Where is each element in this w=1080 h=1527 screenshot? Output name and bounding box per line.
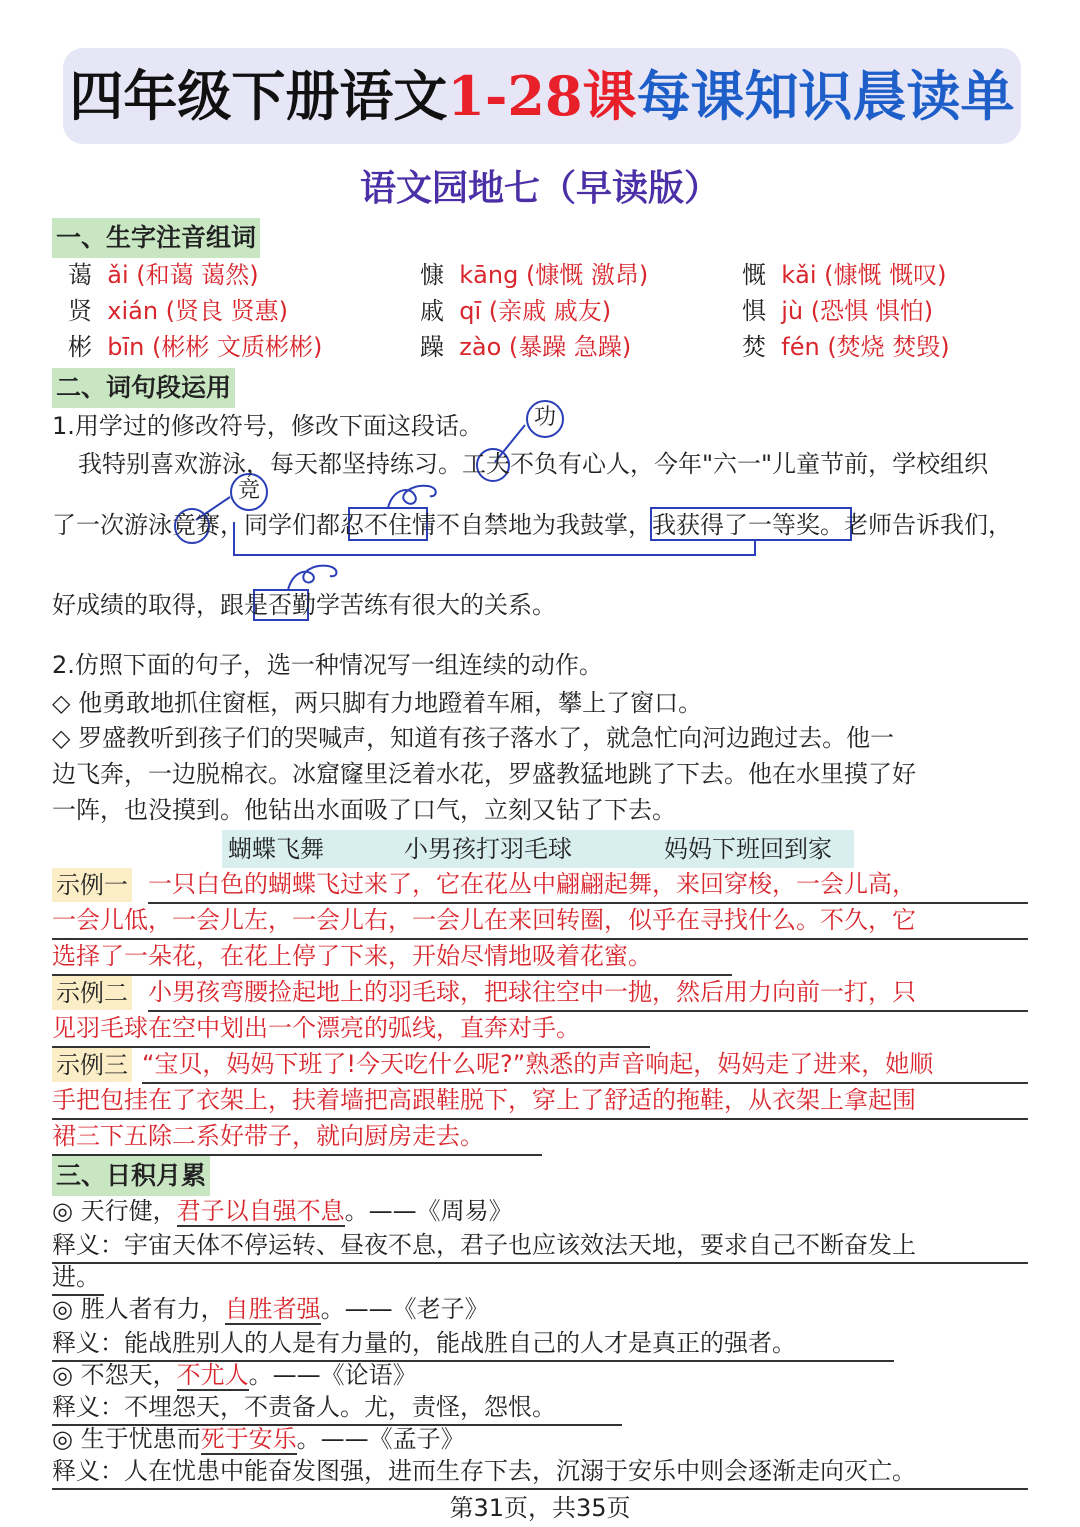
example-text: 见羽毛球在空中划出一个漂亮的弧线，直奔对手。 bbox=[52, 1010, 650, 1048]
saying-line: ◎ 天行健，君子以自强不息。——《周易》 bbox=[52, 1197, 513, 1225]
saying-meaning: 释义：不埋怨天，不责备人。尤，责怪，怨恨。 bbox=[52, 1390, 622, 1426]
vocab-item: 惧 jù (恐惧 惧怕) bbox=[742, 297, 934, 325]
paragraph-line: 了一次游泳竟赛，同学们都忍不住情不自禁地为我鼓掌，我获得了一等奖。老师告诉我们， bbox=[52, 511, 1012, 539]
example-label: 示例二 bbox=[52, 976, 132, 1010]
section-heading-3: 三、日积月累 bbox=[52, 1156, 210, 1196]
example-sentence: ◇ 他勇敢地抓住窗框，两只脚有力地蹬着车厢，攀上了窗口。 bbox=[52, 689, 703, 717]
vocab-item: 慷 kāng (慷慨 激昂) bbox=[420, 261, 649, 289]
vocab-item: 彬 bīn (彬彬 文质彬彬) bbox=[68, 333, 323, 361]
question-2-title: 2.仿照下面的句子，选一种情况写一组连续的动作。 bbox=[52, 651, 603, 679]
paragraph-line: 好成绩的取得，跟是否勤学苦练有很大的关系。 bbox=[52, 591, 556, 619]
saying-line: ◎ 生于忧患而死于安乐。——《孟子》 bbox=[52, 1425, 465, 1453]
example-text: 选择了一朵花，在花上停了下来，开始尽情地吸着花蜜。 bbox=[52, 938, 732, 976]
correction-circle: 功 bbox=[526, 400, 564, 438]
example-label: 示例三 bbox=[52, 1048, 132, 1082]
option-tag: 小男孩打羽毛球 bbox=[404, 835, 572, 863]
example-sentence: 边飞奔，一边脱棉衣。冰窟窿里泛着水花，罗盛教猛地跳了下去。他在水里摸了好 bbox=[52, 760, 916, 788]
example-sentence: ◇ 罗盛教听到孩子们的哭喊声，知道有孩子落水了，就急忙向河边跑过去。他一 bbox=[52, 724, 895, 752]
delete-curl bbox=[388, 486, 436, 508]
saying-meaning: 释义：能战胜别人的人是有力量的，能战胜自己的人才是真正的强者。 bbox=[52, 1326, 894, 1362]
saying-meaning: 释义：人在忧患中能奋发图强，进而生存下去，沉溺于安乐中则会逐渐走向灭亡。 bbox=[52, 1454, 1028, 1490]
example-text: 小男孩弯腰捡起地上的羽毛球，把球往空中一抛，然后用力向前一打，只 bbox=[148, 974, 1028, 1012]
example-text: 一只白色的蝴蝶飞过来了，它在花丛中翩翩起舞，来回穿梭，一会儿高， bbox=[148, 866, 1028, 904]
vocab-item: 慨 kǎi (慷慨 慨叹) bbox=[742, 261, 947, 289]
saying-line: ◎ 不怨天，不尤人。——《论语》 bbox=[52, 1361, 417, 1389]
example-text: 一会儿低，一会儿左，一会儿右，一会儿在来回转圈，似乎在寻找什么。不久，它 bbox=[52, 902, 1028, 940]
vocab-item: 戚 qī (亲戚 戚友) bbox=[420, 297, 612, 325]
question-1-title: 1.用学过的修改符号，修改下面这段话。 bbox=[52, 412, 483, 440]
vocab-item: 躁 zào (暴躁 急躁) bbox=[420, 333, 632, 361]
option-tag: 妈妈下班回到家 bbox=[664, 835, 832, 863]
saying-line: ◎ 胜人者有力，自胜者强。——《老子》 bbox=[52, 1295, 489, 1323]
delete-curl-2 bbox=[288, 566, 337, 590]
vocab-item: 贤 xián (贤良 贤惠) bbox=[68, 297, 289, 325]
example-text: “宝贝，妈妈下班了!今天吃什么呢?”熟悉的声音响起，妈妈走了进来，她顺 bbox=[142, 1046, 1028, 1084]
section-heading-1: 一、生字注音组词 bbox=[52, 218, 260, 258]
subtitle: 语文园地七（早读版） bbox=[359, 168, 720, 209]
example-text: 手把包挂在了衣架上，扶着墙把高跟鞋脱下，穿上了舒适的拖鞋，从衣架上拿起围 bbox=[52, 1082, 1028, 1120]
section-heading-2: 二、词句段运用 bbox=[52, 368, 235, 408]
page-title: 四年级下册语文1-28课每课知识晨读单 bbox=[69, 64, 1015, 128]
vocab-item: 蔼 ǎi (和蔼 蔼然) bbox=[68, 261, 259, 289]
example-label: 示例一 bbox=[52, 868, 132, 902]
saying-meaning: 释义：宇宙天体不停运转、昼夜不息，君子也应该效法天地，要求自己不断奋发上 bbox=[52, 1228, 1028, 1264]
page-number: 第31页，共35页 bbox=[449, 1494, 631, 1522]
correction-circle: 竞 bbox=[230, 473, 268, 511]
example-text: 裙三下五除二系好带子，就向厨房走去。 bbox=[52, 1118, 542, 1156]
option-tag: 蝴蝶飞舞 bbox=[228, 835, 324, 863]
paragraph-line: 我特别喜欢游泳，每天都坚持练习。工夫不负有心人，今年"六一"儿童节前，学校组织 bbox=[78, 450, 989, 478]
vocab-item: 焚 fén (焚烧 焚毁) bbox=[742, 333, 950, 361]
example-sentence: 一阵，也没摸到。他钻出水面吸了口气，立刻又钻了下去。 bbox=[52, 796, 676, 824]
saying-meaning: 进。 bbox=[52, 1260, 104, 1296]
